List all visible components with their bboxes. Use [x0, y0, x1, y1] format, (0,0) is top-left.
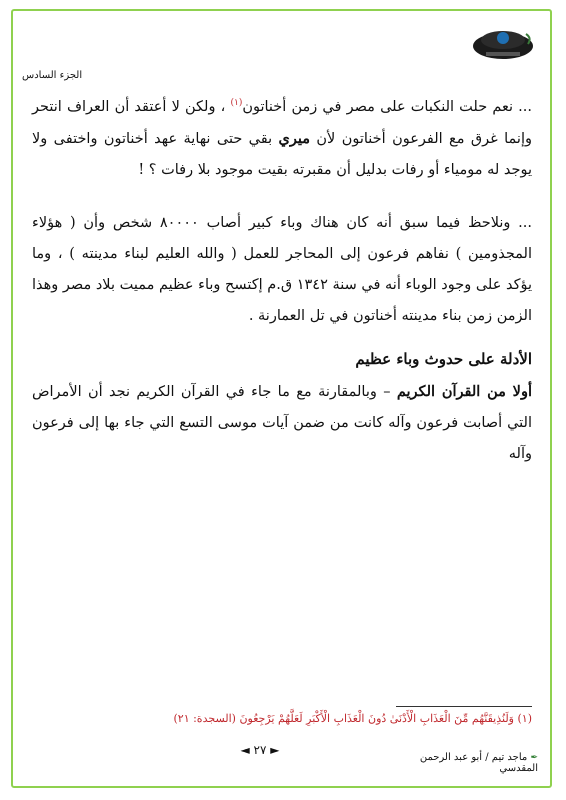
p1-text-b: ، ولكن لا أعتقد أن العراف انتحر وإنما غرق مع الفرعون	[32, 98, 532, 147]
pen-icon: ✒	[530, 753, 538, 763]
footnote-divider	[396, 706, 532, 707]
section-heading: الأدلة على حدوث وباء عظيم	[355, 349, 532, 368]
paragraph-1	[32, 88, 532, 186]
p1-text-a: ... نعم حلت النكبات على مصر في زمن أخناتون	[242, 98, 532, 115]
logo	[470, 22, 540, 66]
logo-band	[486, 52, 520, 56]
paragraph-2	[32, 208, 532, 332]
prev-page-icon[interactable]: ◄	[240, 743, 250, 757]
author-name: ماجد تيم / أبو عبد الرحمن المقدسي	[419, 752, 538, 774]
globe-icon	[497, 32, 509, 44]
page-number: ٢٧	[253, 743, 267, 757]
page-navigation	[220, 743, 300, 757]
author-line	[400, 752, 538, 774]
p2-text-c: إكتسح وباء عظيم مميت بلاد مصر وهذا الزمن زمن بناء مدينته أخناتون في تل العمارنة .	[32, 276, 532, 324]
p3-text-a: – وبالمقارنة مع ما جاء في القرآن الكريم نجد أن الأمراض التي أصابت فرعون وآله كانت	[32, 383, 533, 431]
paragraph-gap	[32, 186, 532, 208]
main-content	[32, 88, 532, 470]
p1-text-c: أخناتون لأن	[316, 130, 386, 147]
p1-bold-name: ميري	[278, 129, 311, 147]
p2-text-b: فرعون إلى المحاجر للعمل ( والله العليم لبناء مدينته ) ، وما يؤكد على وجود الوباء أنه في سنة ١٣٤٢ ق.م	[32, 245, 533, 293]
p2-text-a: ... ونلاحظ فيما سبق أنه كان هناك وباء كبير أصاب ٨٠٠٠٠ شخص وأن ( هؤلاء المجذومين ) نفاهم	[32, 214, 533, 262]
p1-text-d: بقي حتى نهاية عهد أخناتون واختفى ولا يوجد له مومياء أو رفات بدليل أن مقبرته بقيت	[32, 130, 532, 178]
part-label: الجزء السادس	[22, 70, 83, 81]
footnote: (١) وَلَنُذِيقَنَّهُم مِّنَ الْعَذَابِ الْأَدْنَىٰ دُونَ الْعَذَابِ الْأَكْبَرِ لَعَلَّهُمْ يَرْجِعُونَ (السجدة: ٢١)	[173, 712, 532, 725]
footnote-ref[interactable]: (١)	[230, 98, 243, 108]
next-page-icon[interactable]: ►	[270, 743, 280, 757]
paragraph-3	[32, 376, 532, 470]
p3-bold-lead: أولا من القرآن الكريم	[396, 382, 532, 400]
p3-text-b: من ضمن آيات موسى التسع التي جاء بها إلى فرعون وآله	[32, 414, 532, 462]
p1-text-e: موجود بلا رفات ؟ !	[138, 161, 254, 178]
